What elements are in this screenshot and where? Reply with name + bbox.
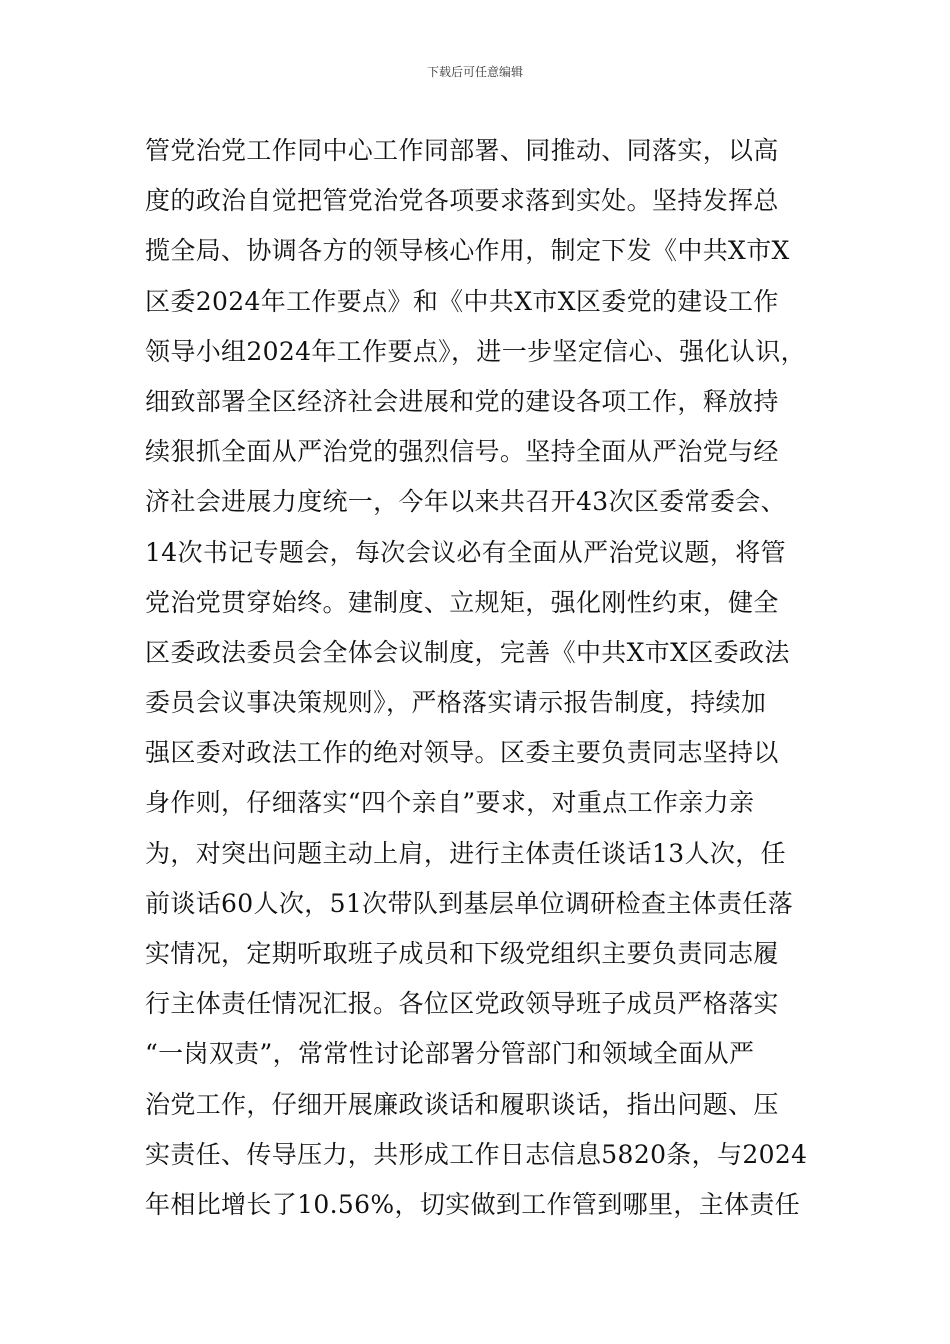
text-line: 党治党贯穿始终。建制度、立规矩，强化刚性约束，健全 <box>145 587 779 617</box>
body-paragraph <box>145 126 845 1230</box>
text-line: 度的政治自觉把管党治党各项要求落到实处。坚持发挥总 <box>145 186 779 216</box>
text-line: “一岗双责”，常常性讨论部署分管部门和领域全面从严 <box>145 1039 755 1069</box>
text-line: 管党治党工作同中心工作同部署、同推动、同落实，以高 <box>145 136 779 165</box>
text-line: 委员会议事决策规则》，严格落实请示报告制度，持续加 <box>145 688 767 718</box>
text-line: 14次书记专题会，每次会议必有全面从严治党议题，将管 <box>145 537 786 567</box>
text-line: 细致部署全区经济社会进展和党的建设各项工作，释放持 <box>145 386 779 416</box>
text-line: 实情况，定期听取班子成员和下级党组织主要负责同志履 <box>145 939 779 968</box>
text-line: 为，对突出问题主动上肩，进行主体责任谈话13人次，任 <box>145 838 786 868</box>
text-line: 领导小组2024年工作要点》，进一步坚定信心、强化认识， <box>145 336 806 366</box>
text-line: 行主体责任情况汇报。各位区党政领导班子成员严格落实 <box>145 989 779 1019</box>
text-line: 续狠抓全面从严治党的强烈信号。坚持全面从严治党与经 <box>145 437 779 467</box>
text-line: 前谈话60人次，51次带队到基层单位调研检查主体责任落 <box>145 888 794 918</box>
text-line: 济社会进展力度统一，今年以来共召开43次区委常委会、 <box>145 487 786 517</box>
page-header: 下载后可任意编辑 <box>426 65 523 79</box>
text-line: 治党工作，仔细开展廉政谈话和履职谈话，指出问题、压 <box>145 1089 779 1119</box>
text-line: 区委2024年工作要点》和《中共X市X区委党的建设工作 <box>145 286 779 316</box>
text-line: 区委政法委员会全体会议制度，完善《中共X市X区委政法 <box>145 637 790 667</box>
text-line: 实责任、传导压力，共形成工作日志信息5820条，与2024 <box>145 1139 808 1169</box>
text-line: 强区委对政法工作的绝对领导。区委主要负责同志坚持以 <box>145 738 779 768</box>
text-line: 揽全局、协调各方的领导核心作用，制定下发《中共X市X <box>145 236 790 266</box>
text-line: 年相比增长了10.56%，切实做到工作管到哪里，主体责任 <box>145 1189 801 1219</box>
text-line: 身作则，仔细落实“四个亲自”要求，对重点工作亲力亲 <box>145 788 755 818</box>
